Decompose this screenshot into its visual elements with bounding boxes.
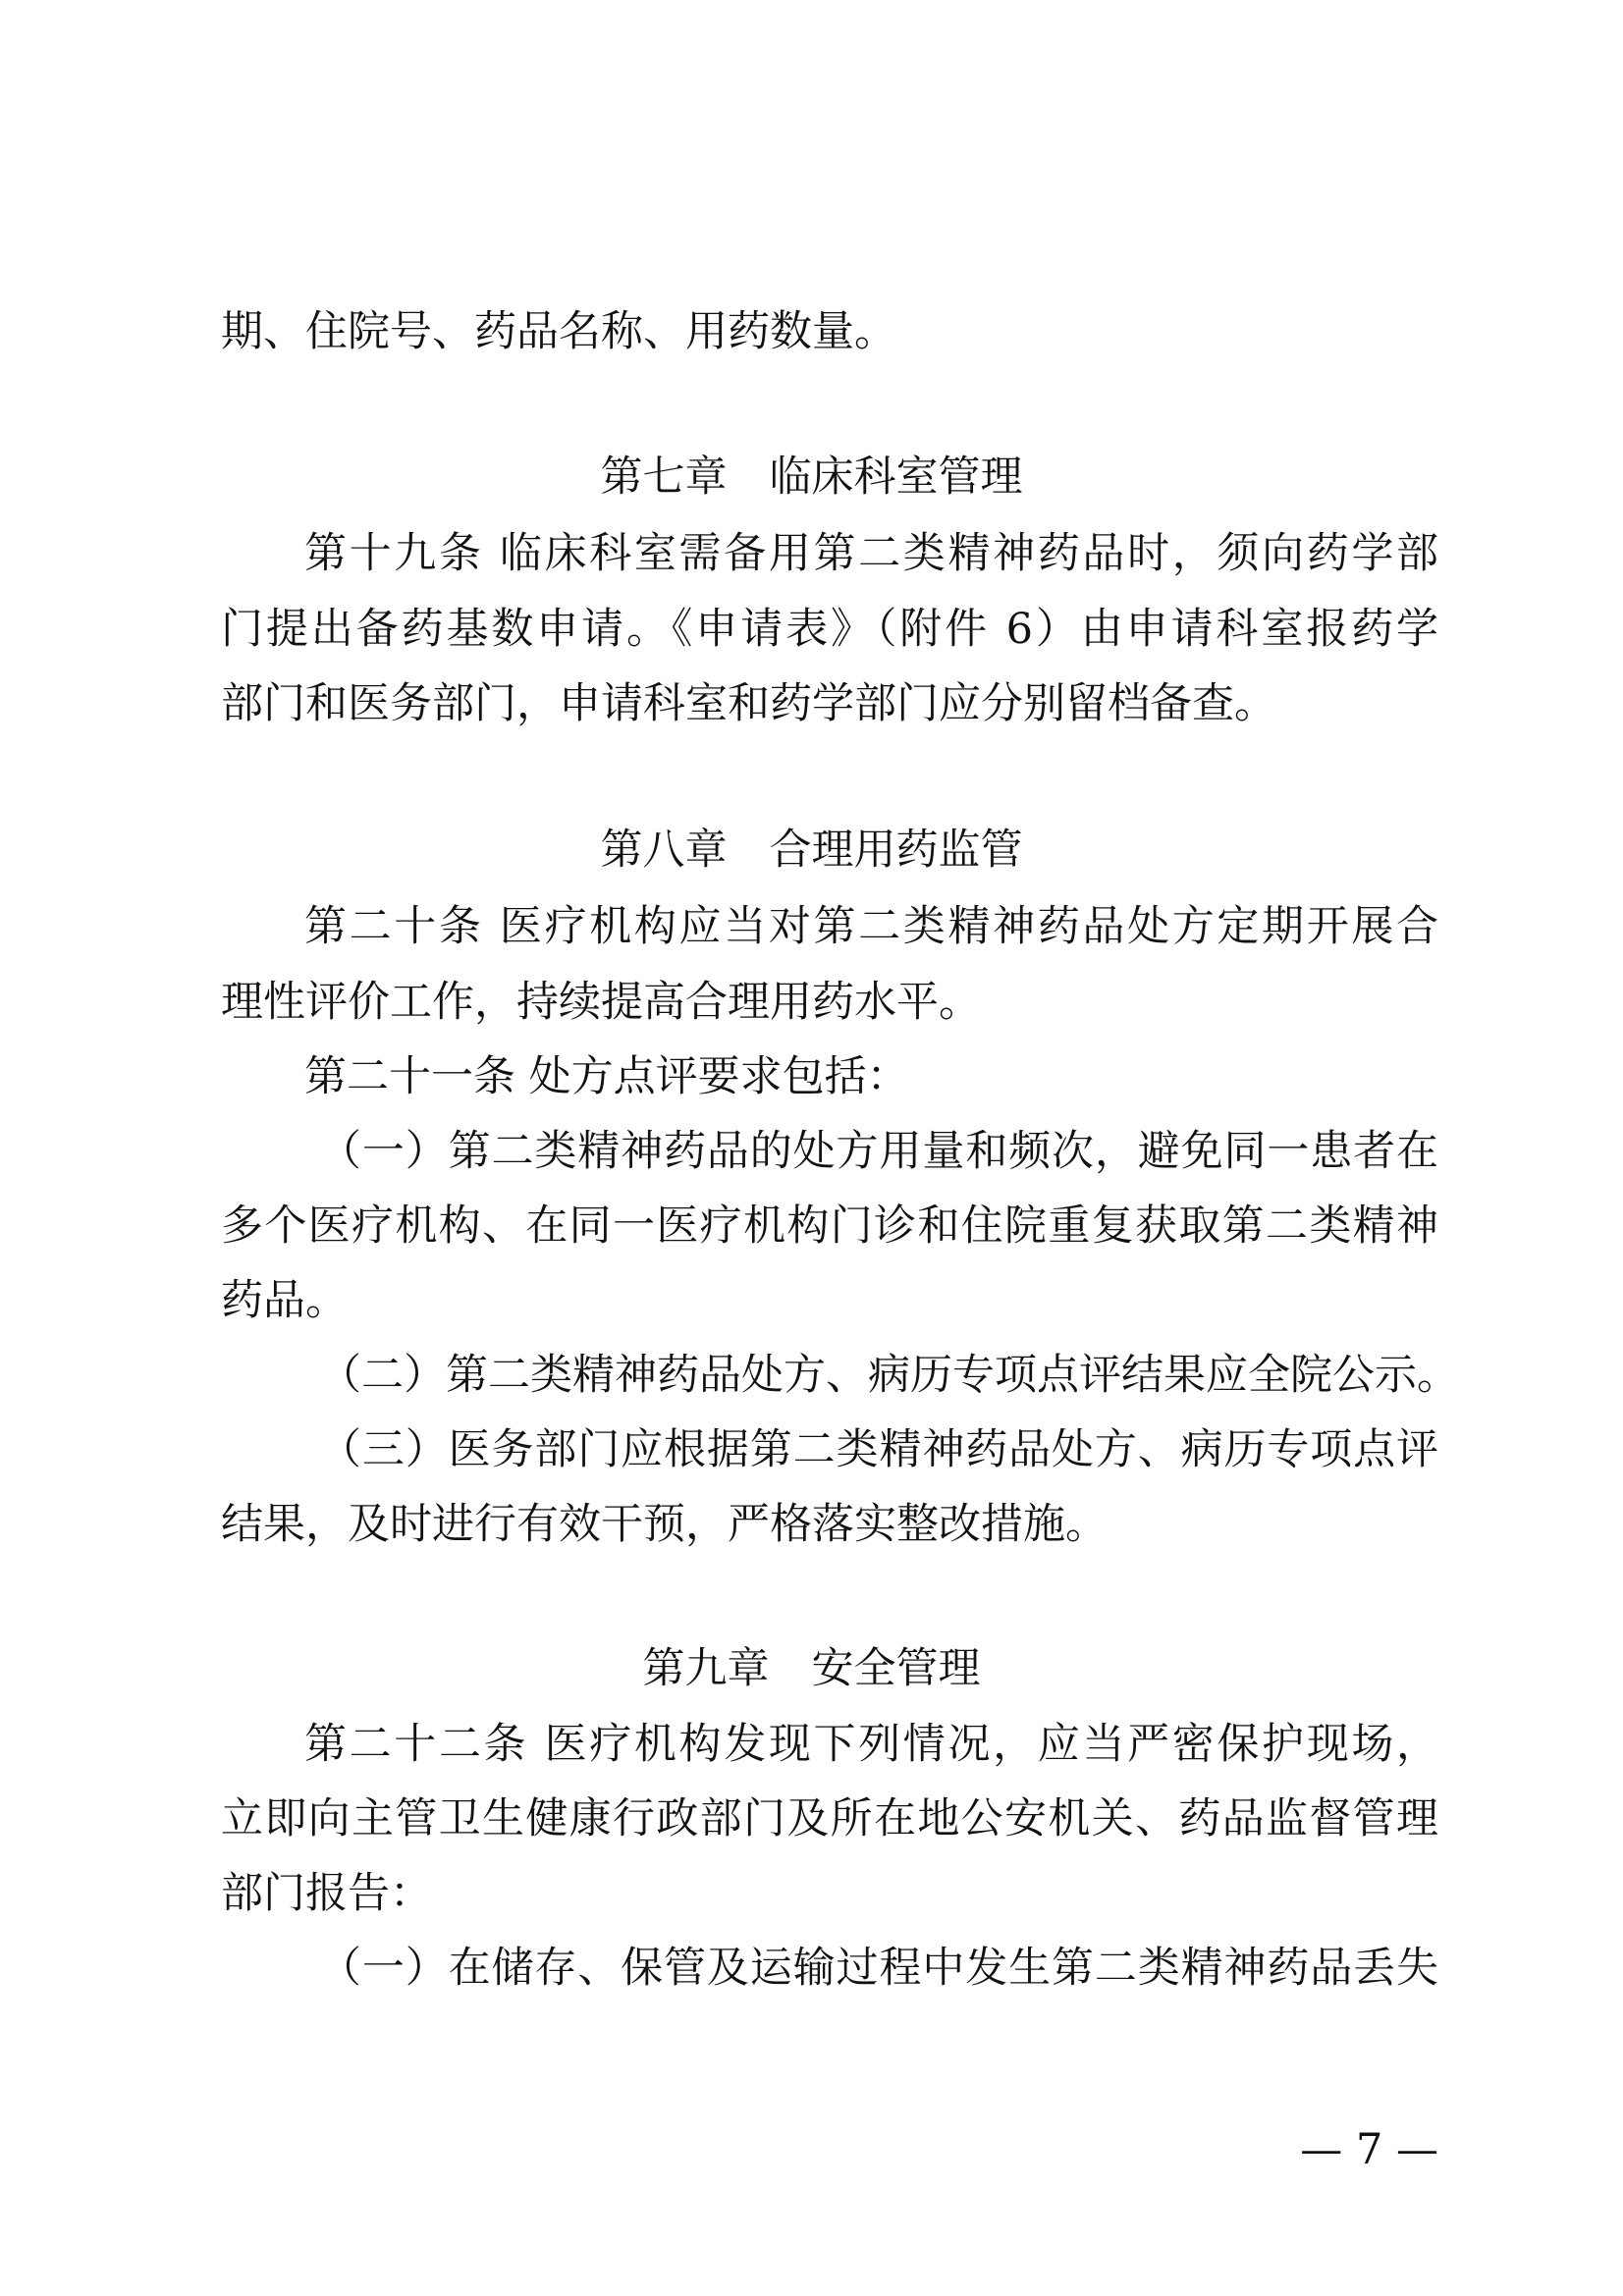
paragraph-line: 药品。 [221,1276,348,1325]
chapter-heading-9: 第九章 安全管理 [642,1644,981,1693]
article-22-line: 第二十二条 医疗机构发现下列情况，应当严密保护现场， [304,1720,1438,1769]
list-item-line: （一）第二类精神药品的处方用量和频次，避免同一患者在 [319,1127,1438,1176]
paragraph-line: 多个医疗机构、在同一医疗机构门诊和住院重复获取第二类精神 [221,1201,1438,1251]
article-20-line: 第二十条 医疗机构应当对第二类精神药品处方定期开展合 [304,902,1438,951]
paragraph-line: 立即向主管卫生健康行政部门及所在地公安机关、药品监督管理 [221,1794,1438,1843]
chapter-heading-7: 第七章 临床科室管理 [600,453,1023,502]
paragraph-line: 结果，及时进行有效干预，严格落实整改措施。 [221,1500,1108,1549]
list-item-line: （二）第二类精神药品处方、病历专项点评结果应全院公示。 [319,1351,1459,1400]
article-19-line: 第十九条 临床科室需备用第二类精神药品时，须向药学部 [304,529,1438,578]
paragraph-line: 门提出备药基数申请。《申请表》（附件 6）由申请科室报药学 [221,605,1438,654]
chapter-heading-8: 第八章 合理用药监管 [600,826,1023,875]
list-item-line: （一）在储存、保管及运输过程中发生第二类精神药品丢失 [319,1944,1438,1993]
page-number: — 7 — [1300,2125,1438,2174]
paragraph-line: 理性评价工作，持续提高合理用药水平。 [221,978,981,1027]
paragraph-line: 期、住院号、药品名称、用药数量。 [221,307,896,356]
list-item-line: （三）医务部门应根据第二类精神药品处方、病历专项点评 [319,1425,1438,1474]
article-21-line: 第二十一条 处方点评要求包括： [304,1052,909,1101]
paragraph-line: 部门和医务部门，申请科室和药学部门应分别留档备查。 [221,679,1276,728]
paragraph-line: 部门报告： [221,1869,432,1918]
